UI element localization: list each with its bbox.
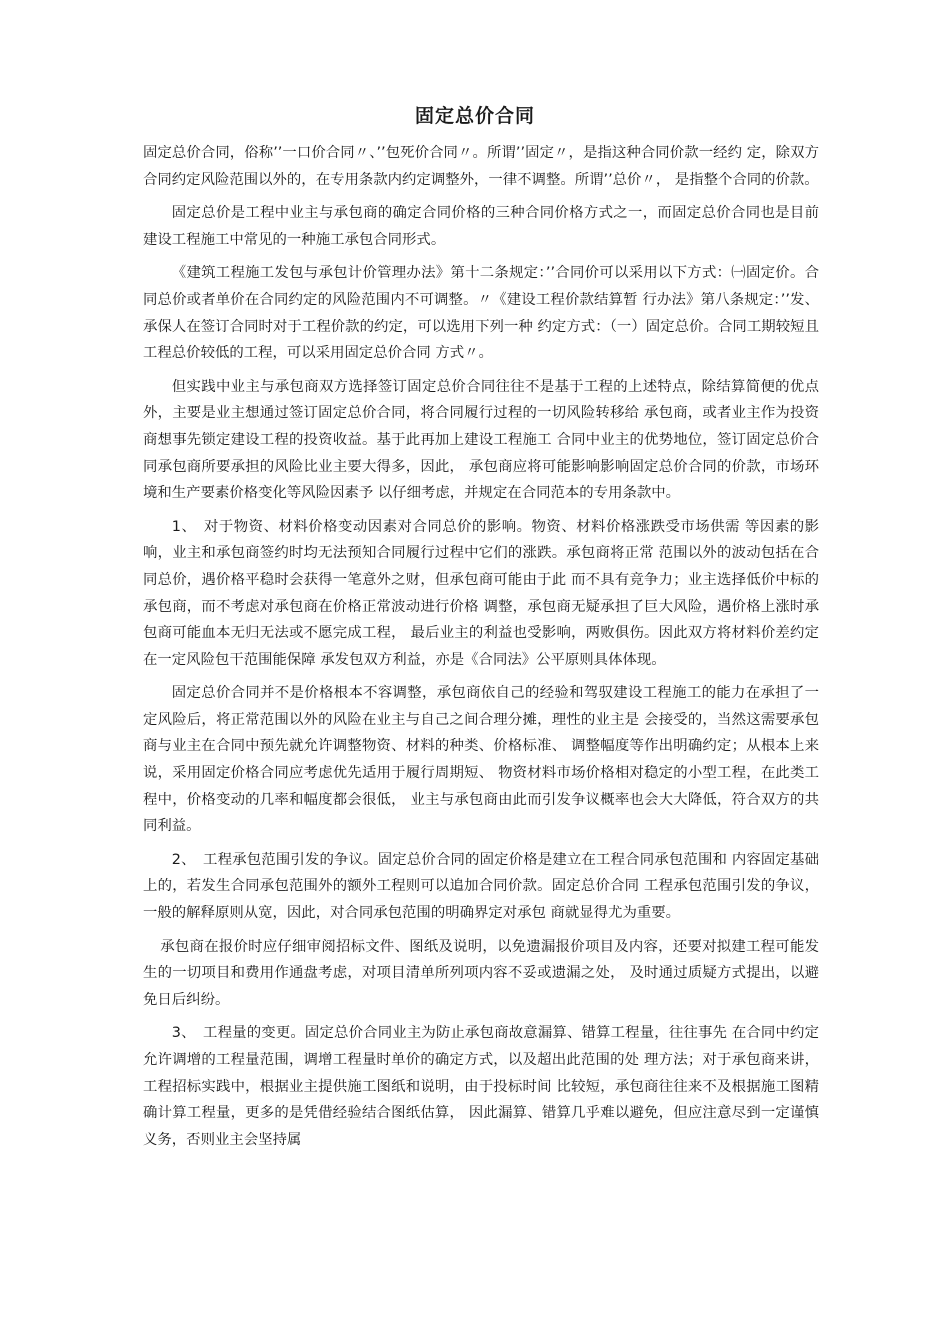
- paragraph-item-1: 1、 对于物资、材料价格变动因素对合同总价的影响。物资、材料价格涨跌受市场供需 等因素的影响，业主和承包商签约时均无法预知合同履行过程中它们的涨跌。承包商将正常 范围以外的波动包括在合同总价，遇价格平稳时会获得一笔意外之财，但承包商可能由于此 而不具有竞争力；业主选择低价中标的承包商，而不考虑对承包商在价格正常波动进行价格 调整，承包商无疑承担了巨大风险，遇价格上涨时承包商可能血本无归无法或不愿完成工程， 最后业主的利益也受影响，两败俱伤。因此双方将材料价差约定在一定风险包干范围能保障 承发包双方利益，亦是《合同法》公平原则具体体现。: [143, 518, 819, 668]
- document-title: 固定总价合同: [414, 105, 535, 127]
- paragraph-practice: 但实践中业主与承包商双方选择签订固定总价合同往往不是基于工程的上述特点，除结算简便的优点外，主要是业主想通过签订固定总价合同，将合同履行过程的一切风险转移给 承包商，或者业主作为投资商想事先锁定建设工程的投资收益。基于此再加上建设工程施工 合同中业主的优势地位，签订固定总价合同承包商所要承担的风险比业主要大得多，因此， 承包商应将可能影响影响固定总价合同的价款，市场环境和生产要素价格变化等风险因素予 以仔细考虑，并规定在合同范本的专用条款中。: [143, 378, 819, 502]
- paragraph-item-3: 3、 工程量的变更。固定总价合同业主为防止承包商故意漏算、错算工程量，往往事先 在合同中约定允许调增的工程量范围，调增工程量时单价的确定方式，以及超出此范围的处 理方法；对于承包商来讲，工程招标实践中，根据业主提供施工图纸和说明，由于投标时间 比较短，承包商往往来不及根据施工图精确计算工程量，更多的是凭借经验结合图纸估算， 因此漏算、错算几乎难以避免，但应注意尽到一定谨慎义务，否则业主会坚持属: [143, 1025, 819, 1148]
- paragraph-item-2: 2、 工程承包范围引发的争议。固定总价合同的固定价格是建立在工程合同承包范围和 内容固定基础上的，若发生合同承包范围外的额外工程则可以追加合同价款。固定总价合同 工程承包范围引发的争议，一般的解释原则从宽，因此，对合同承包范围的明确界定对承包 商就显得尤为重要。: [143, 851, 819, 922]
- document-body: [143, 140, 819, 1160]
- paragraph-regulations: 《建筑工程施工发包与承包计价管理办法》第十二条规定：’’合同价可以采用以下方式：㈠固定价。合同总价或者单价在合同约定的风险范围内不可调整。〃《建设工程价款结算暂 行办法》第八条规定：’’发、承保人在签订合同时对于工程价款的约定，可以选用下列一种 约定方式：（一）固定总价。合同工期较短且工程总价较低的工程，可以采用固定总价合同 方式〃。: [143, 265, 819, 362]
- paragraph-common-form: 固定总价是工程中业主与承包商的确定合同价格的三种合同价格方式之一，而固定总价合同也是目前建设工程施工中常见的一种施工承包合同形式。: [143, 205, 819, 248]
- paragraph-bid-review: 承包商在报价时应仔细审阅招标文件、图纸及说明，以免遗漏报价项目及内容，还要对拟建工程可能发生的一切项目和费用作通盘考虑，对项目清单所列项内容不妥或遗漏之处， 及时通过质疑方式提出，以避免日后纠纷。: [143, 938, 819, 1008]
- paragraph-definition: 固定总价合同，俗称’’一口价合同〃、’’包死价合同〃。所谓’’固定〃，是指这种合同价款一经约 定，除双方合同约定风险范围以外的，在专用条款内约定调整外，一律不调整。所谓’’总价〃， 是指整个合同的价款。: [143, 145, 819, 188]
- paragraph-price-adjustment: 固定总价合同并不是价格根本不容调整，承包商依自己的经验和驾驭建设工程施工的能力在承担了一定风险后，将正常范围以外的风险在业主与自己之间合理分摊，理性的业主是 会接受的，当然这需要承包商与业主在合同中预先就允许调整物资、材料的种类、价格标准、 调整幅度等作出明确约定；从根本上来说，采用固定价格合同应考虑优先适用于履行周期短、 物资材料市场价格相对稳定的小型工程，在此类工程中，价格变动的几率和幅度都会很低， 业主与承包商由此而引发争议概率也会大大降低，符合双方的共同利益。: [143, 685, 819, 835]
